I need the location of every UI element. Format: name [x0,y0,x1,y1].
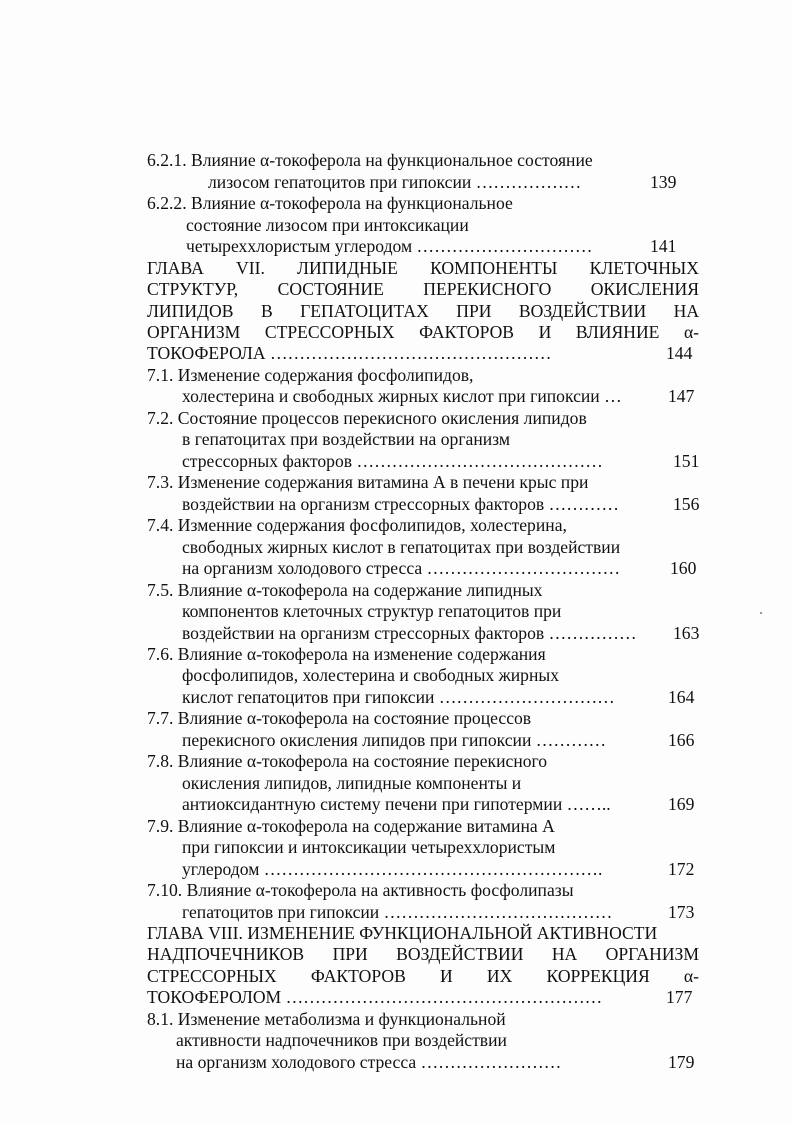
toc-entry-7-2-line2: в гепатоцитах при воздействии на организм [182,429,511,449]
word: ИХ [486,966,513,986]
toc-entry-7-6-line1: 7.6. Влияние α-токоферола на изменение содержания [147,644,546,664]
toc-entry-7-5-line2: компонентов клеточных структур гепатоцитов при [182,601,562,621]
toc-entry-7-10-page: 173 [668,902,695,922]
toc-entry-7-6-line3: кислот гепатоцитов при гипоксии ………………………… [182,687,615,707]
toc-entry-7-9-line2: при гипоксии и интоксикации четыреххлористым [182,837,556,857]
toc-entry-7-3-line2: воздействии на организм стрессорных факторов ………… [182,494,619,514]
toc-entry-7-1-line2: холестерина и свободных жирных кислот при гипоксии … [182,386,622,406]
word: ЛИПИДНЫЕ [297,258,398,278]
toc-entry-8-1-line2: активности надпочечников при воздействии [176,1030,507,1050]
toc-entry-7-3-page: 156 [673,494,700,514]
word: НА [673,301,700,321]
word: СТРЕССОРНЫХ [147,966,277,986]
toc-entry-7-2-line1: 7.2. Состояние процессов перекисного окисления липидов [147,408,587,428]
toc-entry-8-1-page: 179 [668,1052,695,1072]
toc-entry-7-5-page: 163 [673,623,700,643]
toc-entry-7-2-page: 151 [673,451,700,471]
chapter-7-title-line5: ТОКОФЕРОЛА ………………………………………… [147,343,552,363]
word: ЛИПИДОВ [147,301,234,321]
toc-entry-7-7-page: 166 [668,730,695,750]
toc-entry-8-1-line3: на организм холодового стресса …………………… [176,1052,562,1072]
toc-entry-7-1-line1: 7.1. Изменение содержания фосфолипидов, [147,365,474,385]
scan-speck [760,612,762,614]
toc-entry-6-2-2-line1: 6.2.2. Влияние α-токоферола на функциональное [147,193,513,213]
toc-entry-7-8-page: 169 [668,794,695,814]
toc-entry-7-6-line2: фосфолипидов, холестерина и свободных жирных [182,665,559,685]
word: В [260,301,273,321]
word: ОРГАНИЗМ [147,322,241,342]
chapter-7-page: 144 [666,343,693,363]
word: КОМПОНЕНТЫ [430,258,558,278]
chapter-7-title-line1 [147,258,699,279]
word: ОКИСЛЕНИЯ [590,279,699,299]
toc-entry-7-7-line1: 7.7. Влияние α-токоферола на состояние процессов [147,708,532,728]
word: ВОЗДЕЙСТВИИ [518,301,647,321]
chapter-8-title-line4: ТОКОФЕРОЛОМ ……………………………………………… [147,987,603,1007]
toc-entry-7-6-page: 164 [668,687,695,707]
toc-entry-6-2-1-line1: 6.2.1. Влияние α-токоферола на функциональное состояние [147,150,593,170]
word: α- [683,322,700,342]
toc-entry-7-4-line1: 7.4. Изменние содержания фосфолипидов, холестерина, [147,515,567,535]
word: НАДПОЧЕЧНИКОВ [147,944,305,964]
toc-entry-7-5-line3: воздействии на организм стрессорных факторов …………… [182,623,637,643]
toc-entry-7-9-page: 172 [668,859,695,879]
word: КОРРЕКЦИЯ [546,966,650,986]
chapter-7-title-line4 [147,322,699,343]
toc-entry-7-4-line3: на организм холодового стресса …………………………… [182,558,621,578]
word: И [440,966,453,986]
word: СОСТОЯНИЕ [277,279,384,299]
toc-entry-8-1-line1: 8.1. Изменение метаболизма и функциональной [147,1009,506,1029]
toc-entry-6-2-1-line2: лизосом гепатоцитов при гипоксии ……………… [208,172,582,192]
word: ПРИ [456,301,492,321]
word: ФАКТОРОВ [310,966,406,986]
toc-entry-6-2-2-line3: четыреххлористым углеродом ………………………… [186,236,593,256]
toc-entry-7-10-line2: гепатоцитов при гипоксии ………………………………… [182,902,613,922]
chapter-7-title-line2 [147,279,699,300]
toc-entry-7-7-line2: перекисного окисления липидов при гипоксии ………… [182,730,607,750]
toc-entry-6-2-2-line2: состояние лизосом при интоксикации [186,215,469,235]
word: ВЛИЯНИЕ [575,322,660,342]
word: СТРЕССОРНЫХ [264,322,395,342]
toc-entry-6-2-1-page: 139 [650,172,677,192]
word: И [538,322,552,342]
chapter-8-title-line3 [147,966,699,987]
word: ПЕРЕКИСНОГО [423,279,552,299]
toc-entry-6-2-2-page: 141 [650,236,677,256]
chapter-8-title-line2 [147,944,699,965]
word: α- [683,966,699,986]
toc-entry-7-10-line1: 7.10. Влияние α-токоферола на активность фосфолипазы [147,880,574,900]
word: ВОЗДЕЙСТВИИ [396,944,524,964]
chapter-8-page: 177 [666,987,693,1007]
toc-entry-7-5-line1: 7.5. Влияние α-токоферола на содержание липидных [147,580,543,600]
toc-entry-7-2-line3: стрессорных факторов …………………………………… [182,451,603,471]
toc-entry-7-4-page: 160 [670,558,697,578]
word: ФАКТОРОВ [419,322,515,342]
toc-entry-7-9-line3: углеродом …………………………………………………. [182,859,603,879]
toc-entry-7-3-line1: 7.3. Изменение содержания витамина А в печени крыс при [147,472,589,492]
toc-entry-7-9-line1: 7.9. Влияние α-токоферола на содержание витамина А [147,816,555,836]
chapter-8-title-line1: ГЛАВА VIII. ИЗМЕНЕНИЕ ФУНКЦИОНАЛЬНОЙ АКТИВНОСТИ [147,923,658,943]
word: VII. [236,258,265,278]
toc-entry-7-1-page: 147 [668,386,695,406]
word: КЛЕТОЧНЫХ [589,258,699,278]
toc-entry-7-4-line2: свободных жирных кислот в гепатоцитах при воздействии [182,537,621,557]
word: ГЕПАТОЦИТАХ [300,301,429,321]
chapter-7-title-line3 [147,301,699,322]
toc-entry-7-8-line2: окисления липидов, липидные компоненты и [182,773,522,793]
word: НА [551,944,578,964]
word: ОРГАНИЗМ [605,944,699,964]
toc-entry-7-8-line3: антиоксидантную систему печени при гипотермии …….. [182,794,611,814]
word: СТРУКТУР, [147,279,239,299]
toc-entry-7-8-line1: 7.8. Влияние α-токоферола на состояние перекисного [147,751,548,771]
word: ПРИ [332,944,368,964]
word: ГЛАВА [147,258,204,278]
